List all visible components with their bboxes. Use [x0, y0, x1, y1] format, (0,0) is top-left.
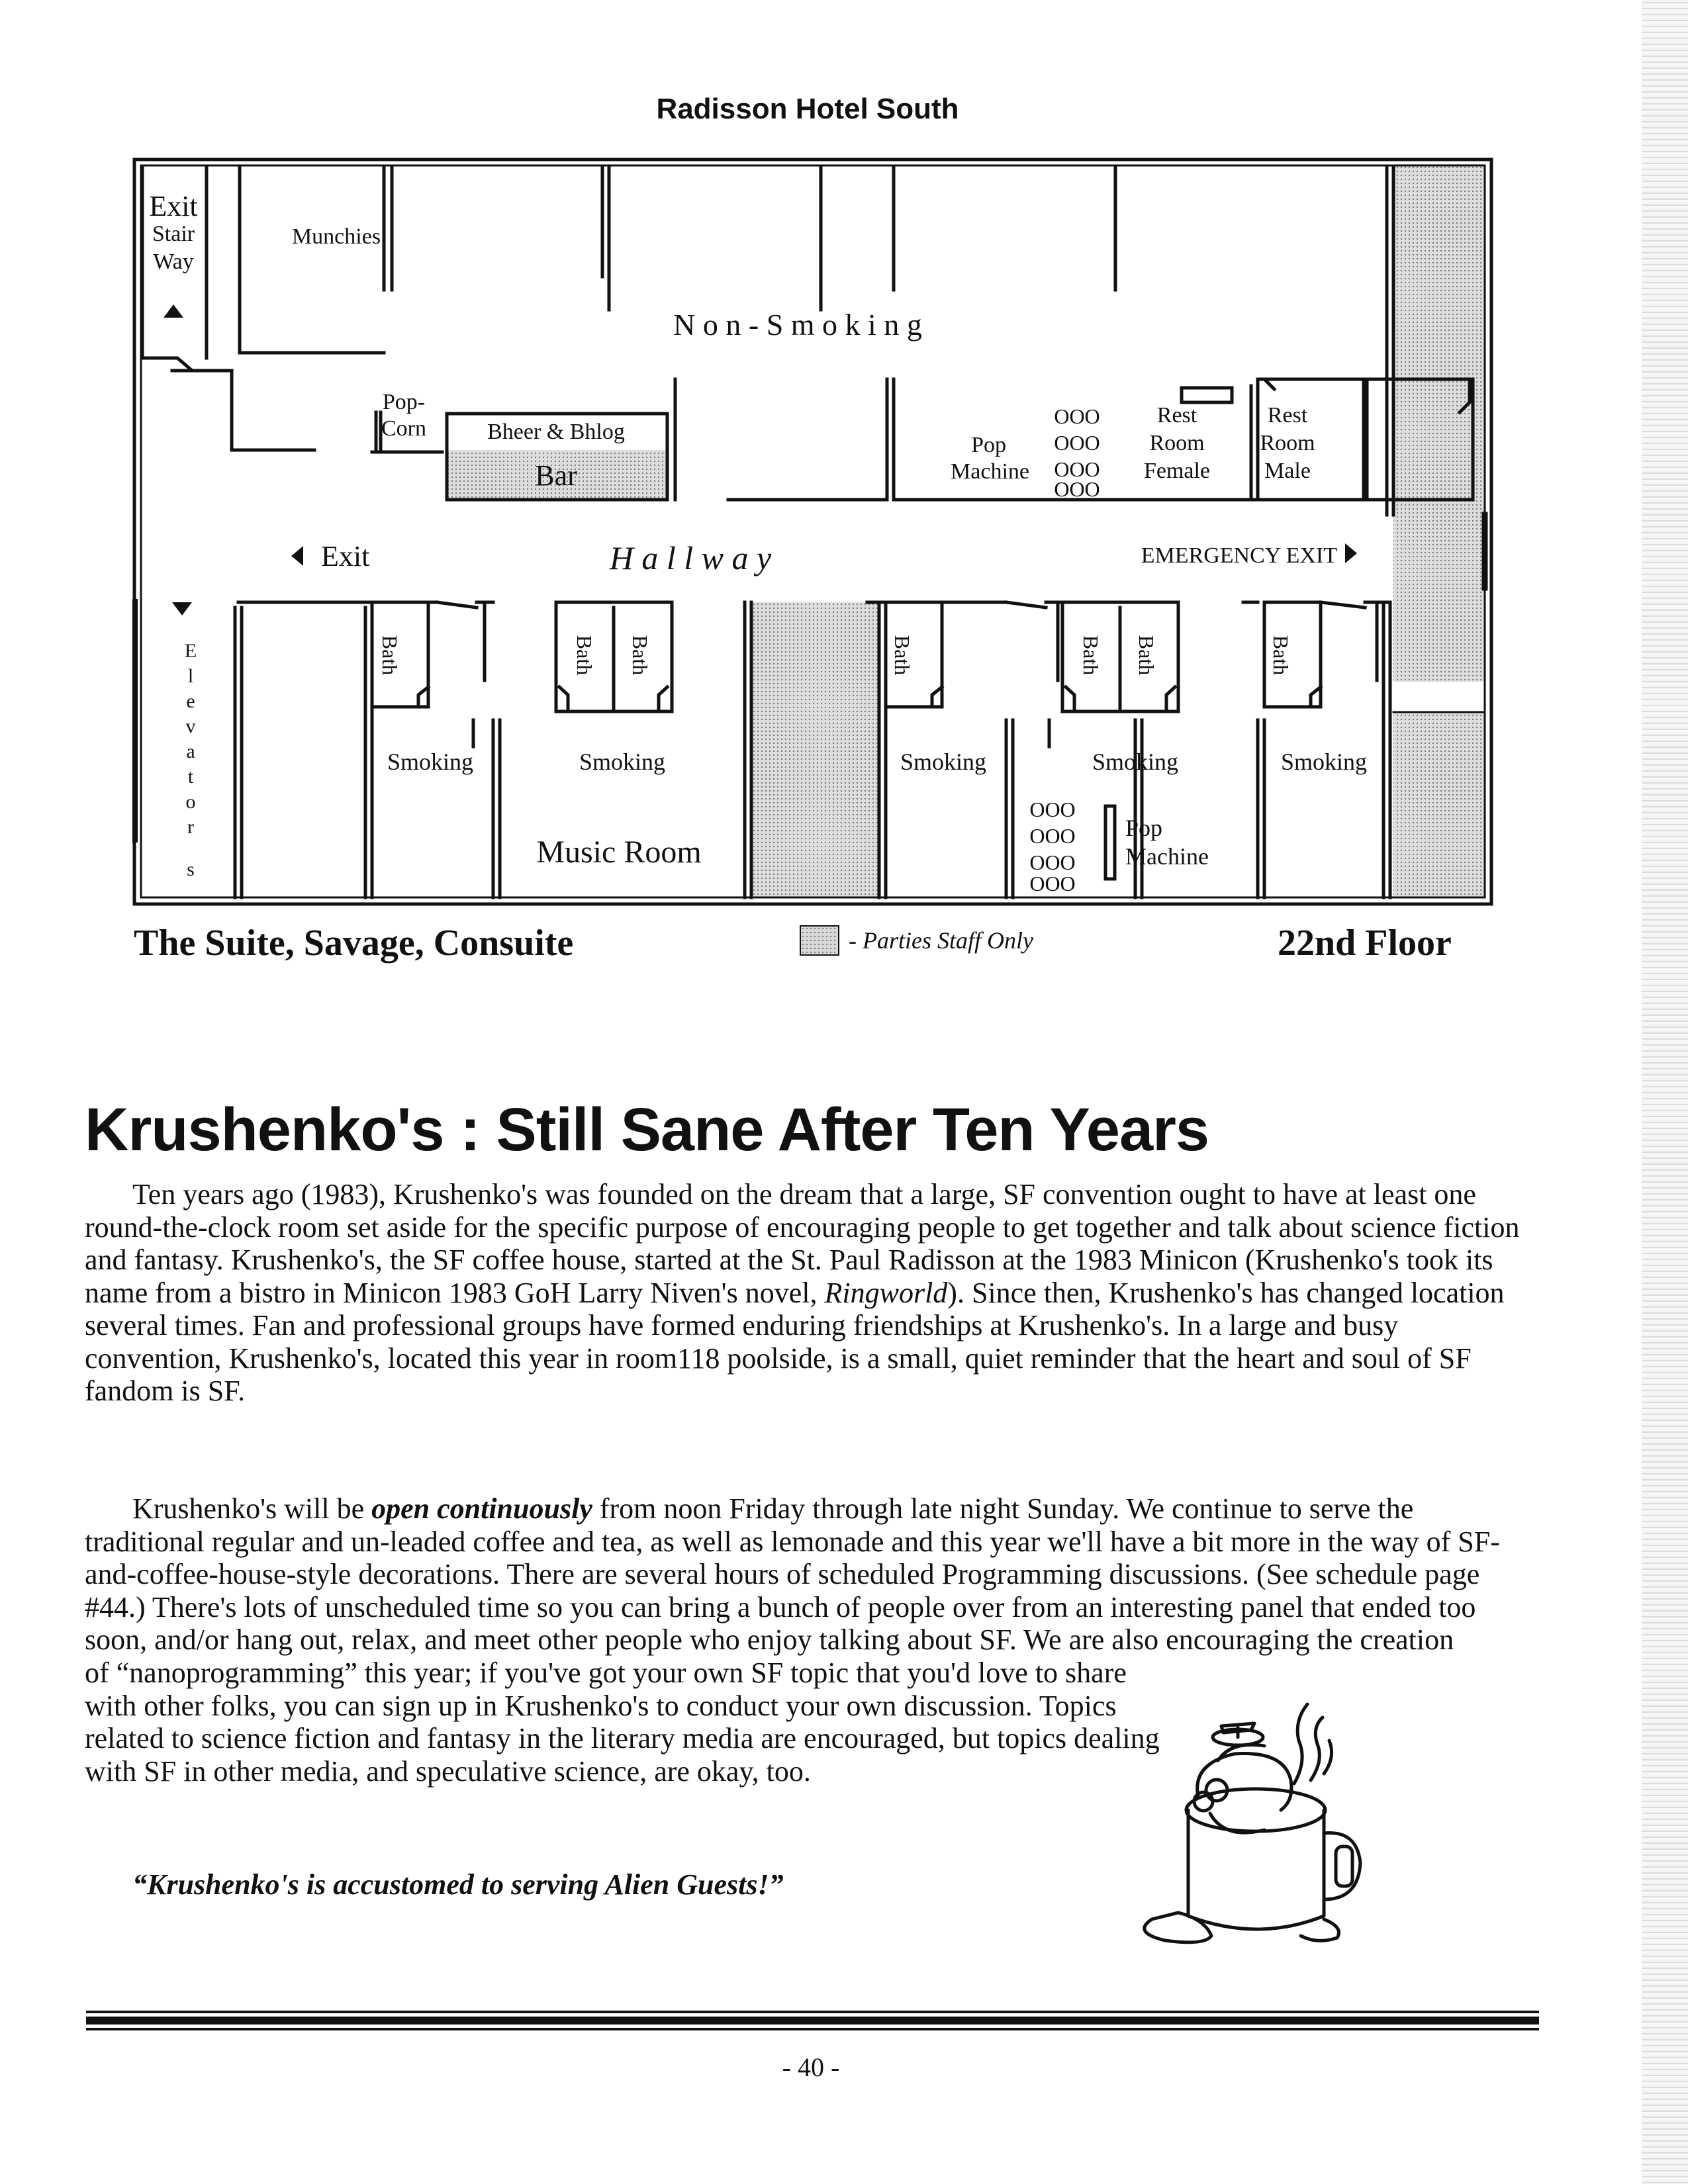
vend-b-row-3: OOO — [1029, 850, 1076, 874]
label-popcorn-2: Corn — [381, 416, 426, 441]
p1-text: Ten years ago (1983), Krushenko's was founded on the dream that a large, SF convention ought to have at least one round-the-clock room set aside for the specific purpose of encouraging people to get together and talk about science fiction and fantasy. Krushenko's, the SF coffee house, started at the St. Paul Radisson at the 1983 Minicon (Krushenko's took its name from a bistro in Minicon 1983 GoH Larry Niven's novel, — [85, 1178, 1520, 1309]
vend-b-row-1: OOO — [1029, 797, 1076, 821]
label-pop-machine-bottom-2: Machine — [1125, 843, 1209, 870]
smoking-2: Smoking — [579, 749, 666, 775]
label-rest-m-3: Male — [1264, 459, 1311, 483]
paragraph-1 — [85, 1178, 1534, 1408]
elev-letter-3: e — [186, 690, 195, 712]
floor-plan — [132, 158, 1496, 912]
label-munchies: Munchies — [291, 224, 381, 249]
footer-rule-thin — [86, 2011, 1539, 2013]
label-pop-machine-bottom-1: Pop — [1125, 815, 1163, 841]
smoking-4: Smoking — [1092, 749, 1179, 775]
label-hallway: H a l l w a y — [609, 539, 772, 576]
vend-b-row-2: OOO — [1029, 824, 1076, 848]
bath-3: Bath — [628, 635, 652, 676]
paragraph-3 — [85, 1657, 1170, 1788]
alien-coffee-pot-illustration — [1125, 1681, 1403, 1959]
elev-letter-6: t — [187, 766, 194, 788]
p3-text: of “nanoprogramming” this year; if you've got your own SF topic that you'd love to share with other folks, you can sign up in Krushenko's to conduct your own discussion. Topics related to science fiction and fantasy in the literary media are encouraged, but topics dealing with SF in other media, and speculative science, are okay, too. — [85, 1657, 1160, 1788]
bath-2: Bath — [573, 635, 596, 676]
elev-letter-5: a — [186, 741, 195, 762]
p1-text-end: ). Since then, Krushenko's has changed location several times. Fan and professional groups have formed enduring friendships at Krushenko's. In a large and busy convention, Krushenko's, located this year in room118 poolside, is a small, quiet reminder that the heart and soul of SF fandom is SF. — [85, 1276, 1505, 1407]
legend-label: - Parties Staff Only — [849, 927, 1033, 954]
elev-letter-7: o — [185, 791, 196, 813]
scan-edge — [1642, 0, 1688, 2184]
label-way: Way — [153, 250, 194, 274]
p2-start: Krushenko's will be — [132, 1492, 372, 1525]
label-non-smoking: N o n - S m o k i n g — [673, 308, 922, 341]
staff-area-middle — [753, 602, 879, 897]
label-rest-f-3: Female — [1143, 459, 1211, 483]
article-title: Krushenko's : Still Sane After Ten Years — [85, 1096, 1209, 1163]
label-bar: Bar — [535, 459, 577, 492]
caption-floor: 22nd Floor — [1278, 923, 1452, 964]
footer-rule-thick — [86, 2017, 1539, 2025]
down-arrow-icon — [172, 602, 192, 615]
elev-letter-4: v — [185, 715, 196, 737]
label-rest-m-1: Rest — [1267, 403, 1308, 428]
vend-b-row-4: OOO — [1029, 872, 1076, 895]
p2-rest: from noon Friday through late night Sunday. We continue to serve the traditional regular and un-leaded coffee and tea, as well as lemonade and this year we'll have a bit more in the way of SF-and-coffee-house-style decorations. There are several hours of scheduled Programming discussions. (See schedule page #44.) There's lots of unscheduled time so you can bring a bunch of people over from an interesting panel that ended too soon, and/or hang out, relax, and meet other people who enjoy talking about SF. We are also encouraging the creation — [85, 1492, 1500, 1656]
bath-1: Bath — [378, 635, 402, 676]
pull-quote: “Krushenko's is accustomed to serving Alien Guests!” — [132, 1868, 784, 1901]
elev-letter-2: l — [187, 665, 194, 687]
label-emergency-exit: EMERGENCY EXIT — [1141, 543, 1337, 568]
label-rest-f-1: Rest — [1156, 403, 1197, 428]
p1-book-title: Ringworld — [824, 1276, 948, 1309]
label-music-room: Music Room — [536, 835, 702, 870]
elev-letter-1: E — [184, 640, 197, 662]
bath-5: Bath — [1079, 635, 1103, 676]
label-pop-machine-top-1: Pop — [971, 433, 1006, 457]
map-title: Radisson Hotel South — [656, 93, 959, 125]
label-pop-machine-top-2: Machine — [951, 459, 1029, 484]
bath-6: Bath — [1135, 635, 1158, 676]
staff-area-right-lower — [1393, 712, 1485, 897]
bath-7: Bath — [1269, 635, 1293, 676]
label-rest-f-2: Room — [1149, 431, 1205, 455]
bath-4: Bath — [890, 635, 914, 676]
legend-swatch — [800, 925, 839, 956]
label-rest-m-2: Room — [1260, 431, 1315, 455]
footer-rule-thin-2 — [86, 2028, 1539, 2030]
label-exit: Exit — [149, 190, 198, 222]
elev-letter-8: r — [187, 816, 194, 838]
right-arrow-icon — [1345, 543, 1357, 563]
elev-letter-9: s — [187, 858, 195, 880]
vend-row-1: OOO — [1054, 404, 1100, 428]
caption-suites: The Suite, Savage, Consuite — [134, 923, 574, 964]
legend — [800, 925, 1033, 956]
smoking-3: Smoking — [900, 749, 987, 775]
up-arrow-icon — [164, 304, 183, 318]
vend-row-4: OOO — [1054, 477, 1100, 501]
label-stair: Stair — [152, 222, 195, 246]
label-exit-left: Exit — [321, 540, 370, 572]
page-number: - 40 - — [782, 2052, 840, 2082]
paragraph-2 — [85, 1492, 1534, 1657]
p2-emphasis: open continuously — [371, 1492, 592, 1525]
smoking-5: Smoking — [1280, 749, 1368, 775]
smoking-1: Smoking — [387, 749, 474, 775]
label-popcorn-1: Pop- — [382, 390, 426, 414]
vend-row-2: OOO — [1054, 431, 1100, 455]
vend-row-3: OOO — [1054, 457, 1100, 481]
staff-area-right-upper — [1393, 164, 1485, 682]
label-bar-name: Bheer & Bhlog — [487, 420, 625, 444]
left-arrow-icon — [291, 546, 303, 566]
